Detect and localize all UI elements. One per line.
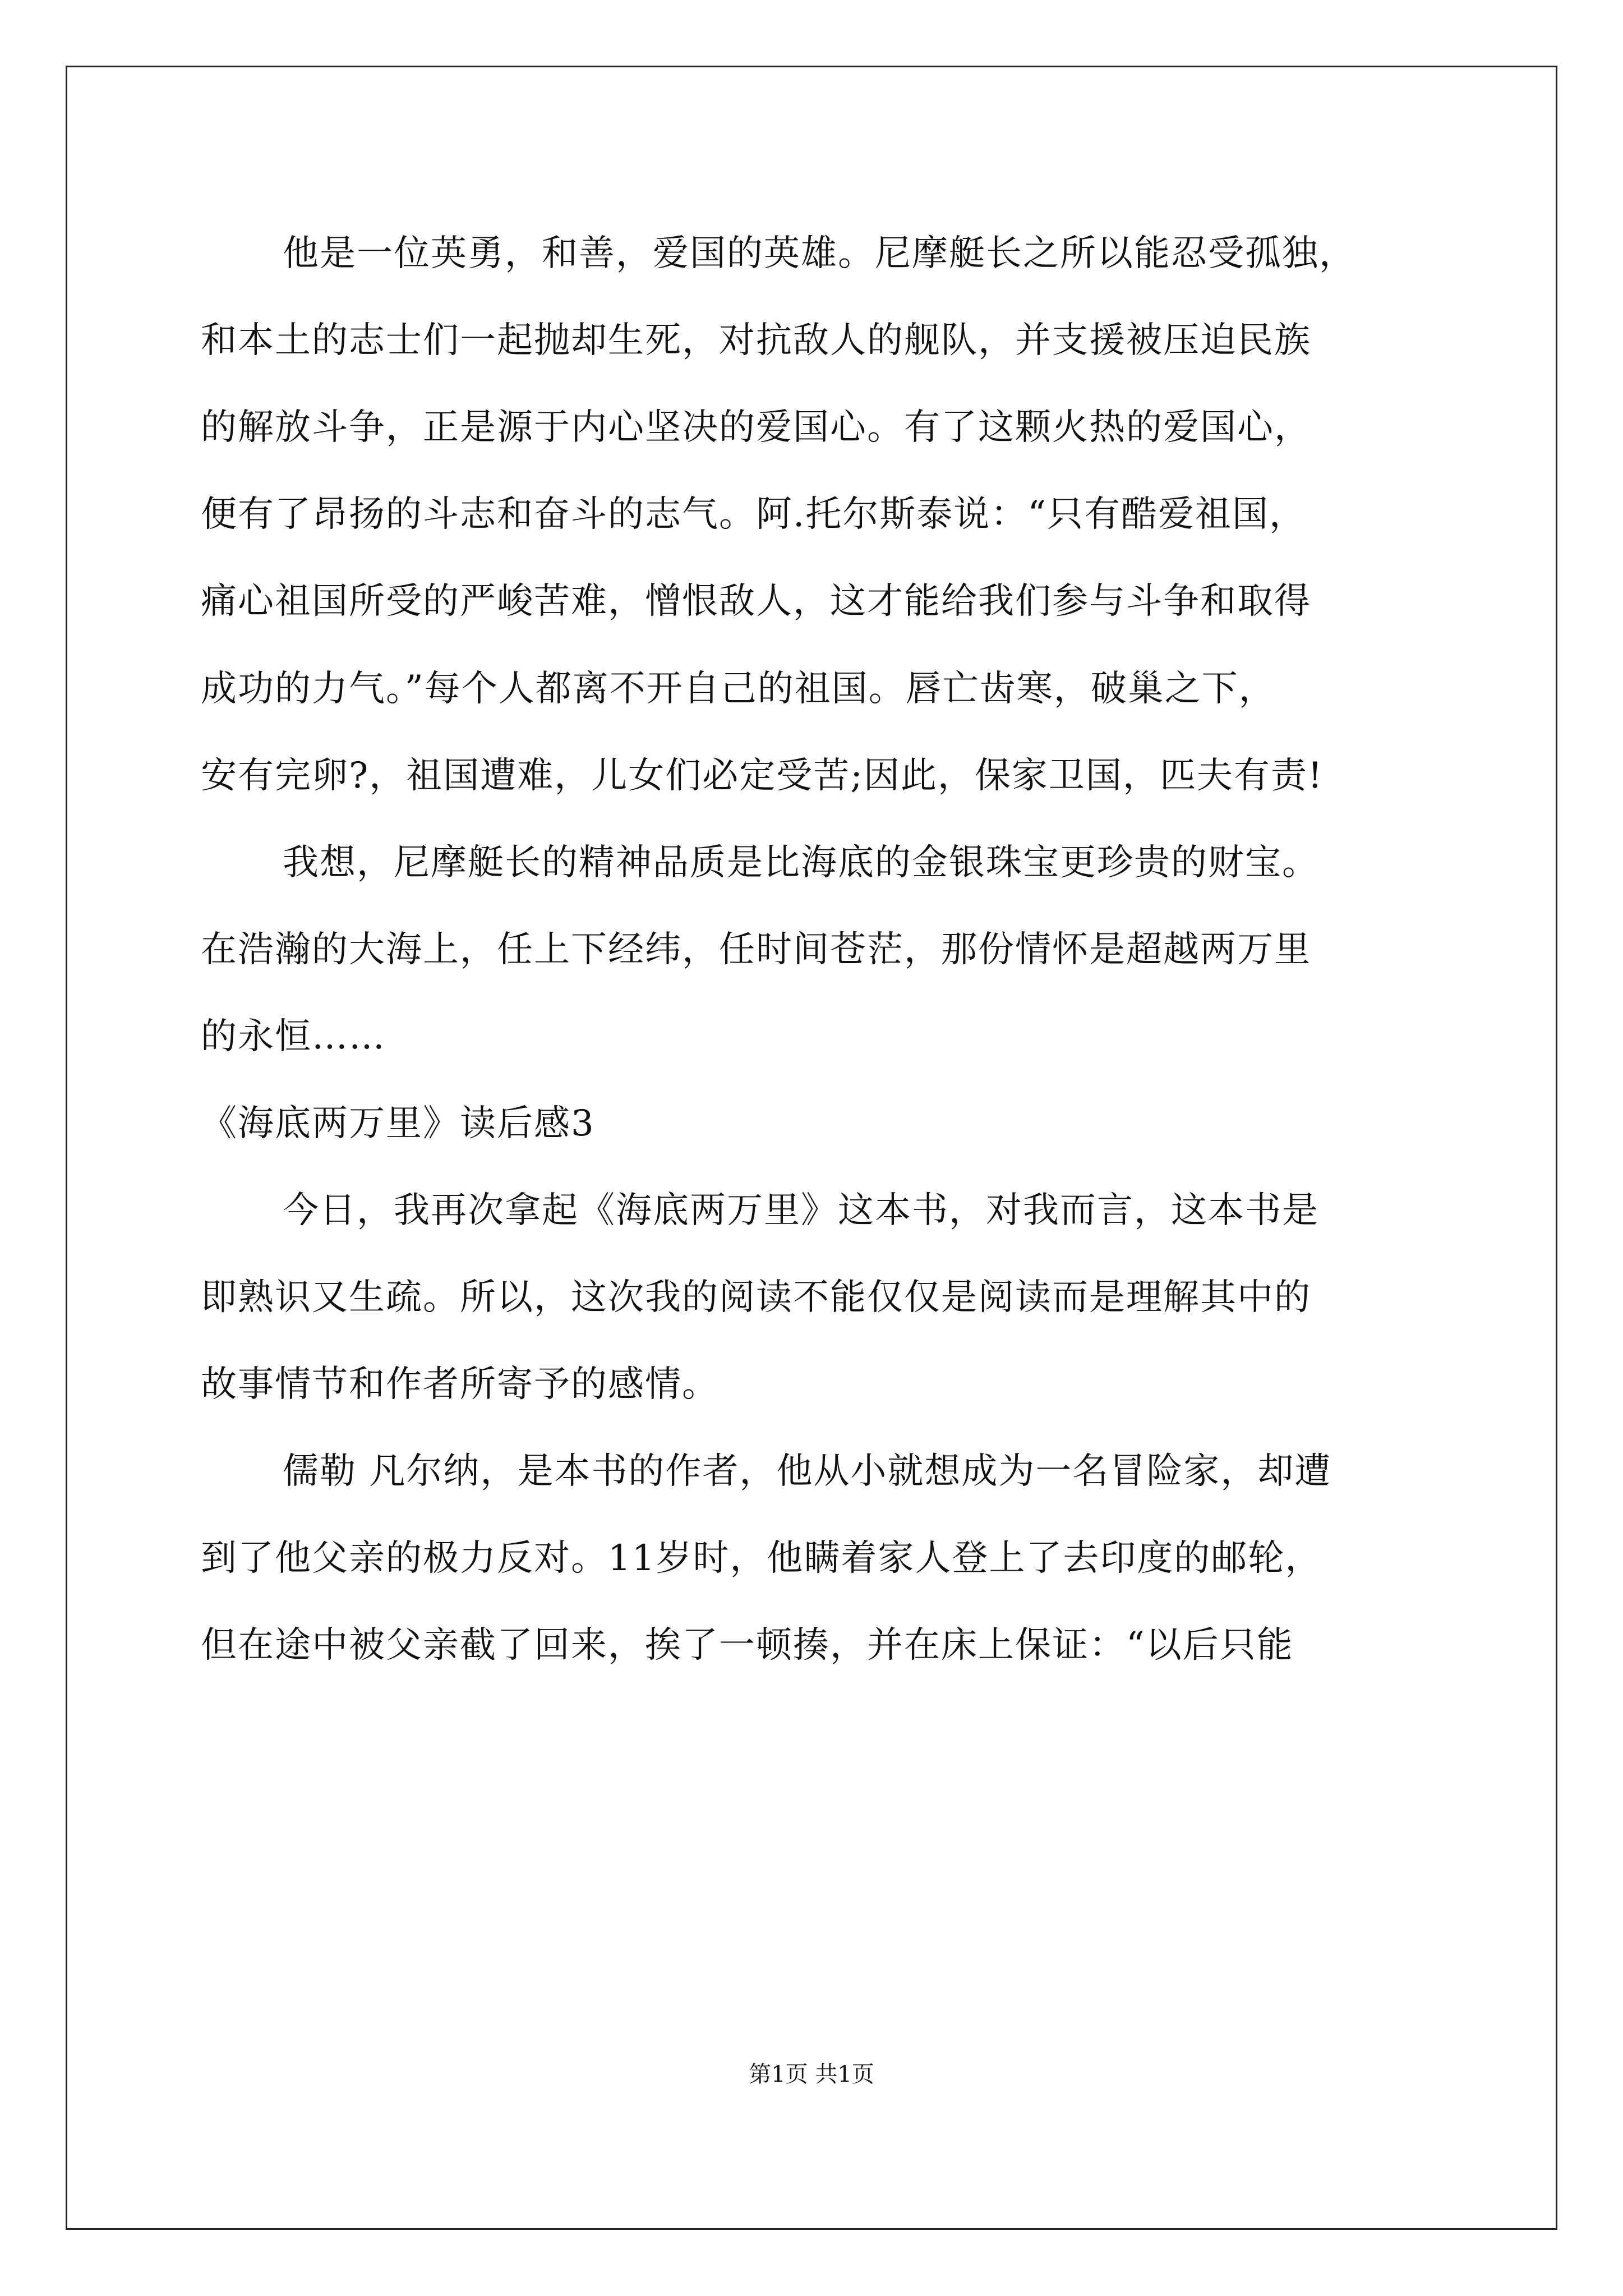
body-line: 到了他父亲的极力反对。11岁时，他瞒着家人登上了去印度的邮轮， [201, 1538, 1322, 1579]
body-line: 的解放斗争，正是源于内心坚决的爱国心。有了这颗火热的爱国心， [201, 407, 1311, 448]
body-line: 痛心祖国所受的严峻苦难，憎恨敌人，这才能给我们参与斗争和取得 [201, 581, 1311, 622]
body-line: 和本土的志士们一起抛却生死，对抗敌人的舰队，并支援被压迫民族 [201, 320, 1311, 361]
page-footer: 第1页 共1页 [749, 2062, 874, 2087]
body-line: 成功的力气。”每个人都离不开自己的祖国。唇亡齿寒，破巢之下， [201, 668, 1276, 710]
body-line: 的永恒…… [201, 1016, 386, 1057]
body-line: 他是一位英勇，和善，爱国的英雄。尼摩艇长之所以能忍受孤独， [283, 233, 1356, 274]
body-line: 安有完卵?，祖国遭难，儿女们必定受苦;因此，保家卫国，匹夫有责! [201, 755, 1324, 797]
body-line: 即熟识又生疏。所以，这次我的阅读不能仅仅是阅读而是理解其中的 [201, 1277, 1311, 1318]
body-line: 今日，我再次拿起《海底两万里》这本书，对我而言，这本书是 [283, 1190, 1319, 1231]
page-border [66, 66, 1557, 2230]
body-line: 便有了昂扬的斗志和奋斗的志气。阿.托尔斯泰说：“只有酷爱祖国， [201, 494, 1307, 535]
section-heading: 《海底两万里》读后感3 [201, 1103, 595, 1144]
body-line: 但在途中被父亲截了回来，挨了一顿揍，并在床上保证：“以后只能 [201, 1625, 1294, 1666]
body-line: 我想，尼摩艇长的精神品质是比海底的金银珠宝更珍贵的财宝。 [283, 842, 1319, 884]
body-line: 故事情节和作者所寄予的感情。 [201, 1364, 719, 1405]
body-line: 在浩瀚的大海上，任上下经纬，任时间苍茫，那份情怀是超越两万里 [201, 929, 1311, 970]
body-line: 儒勒 凡尔纳，是本书的作者，他从小就想成为一名冒险家，却遭 [283, 1451, 1332, 1492]
